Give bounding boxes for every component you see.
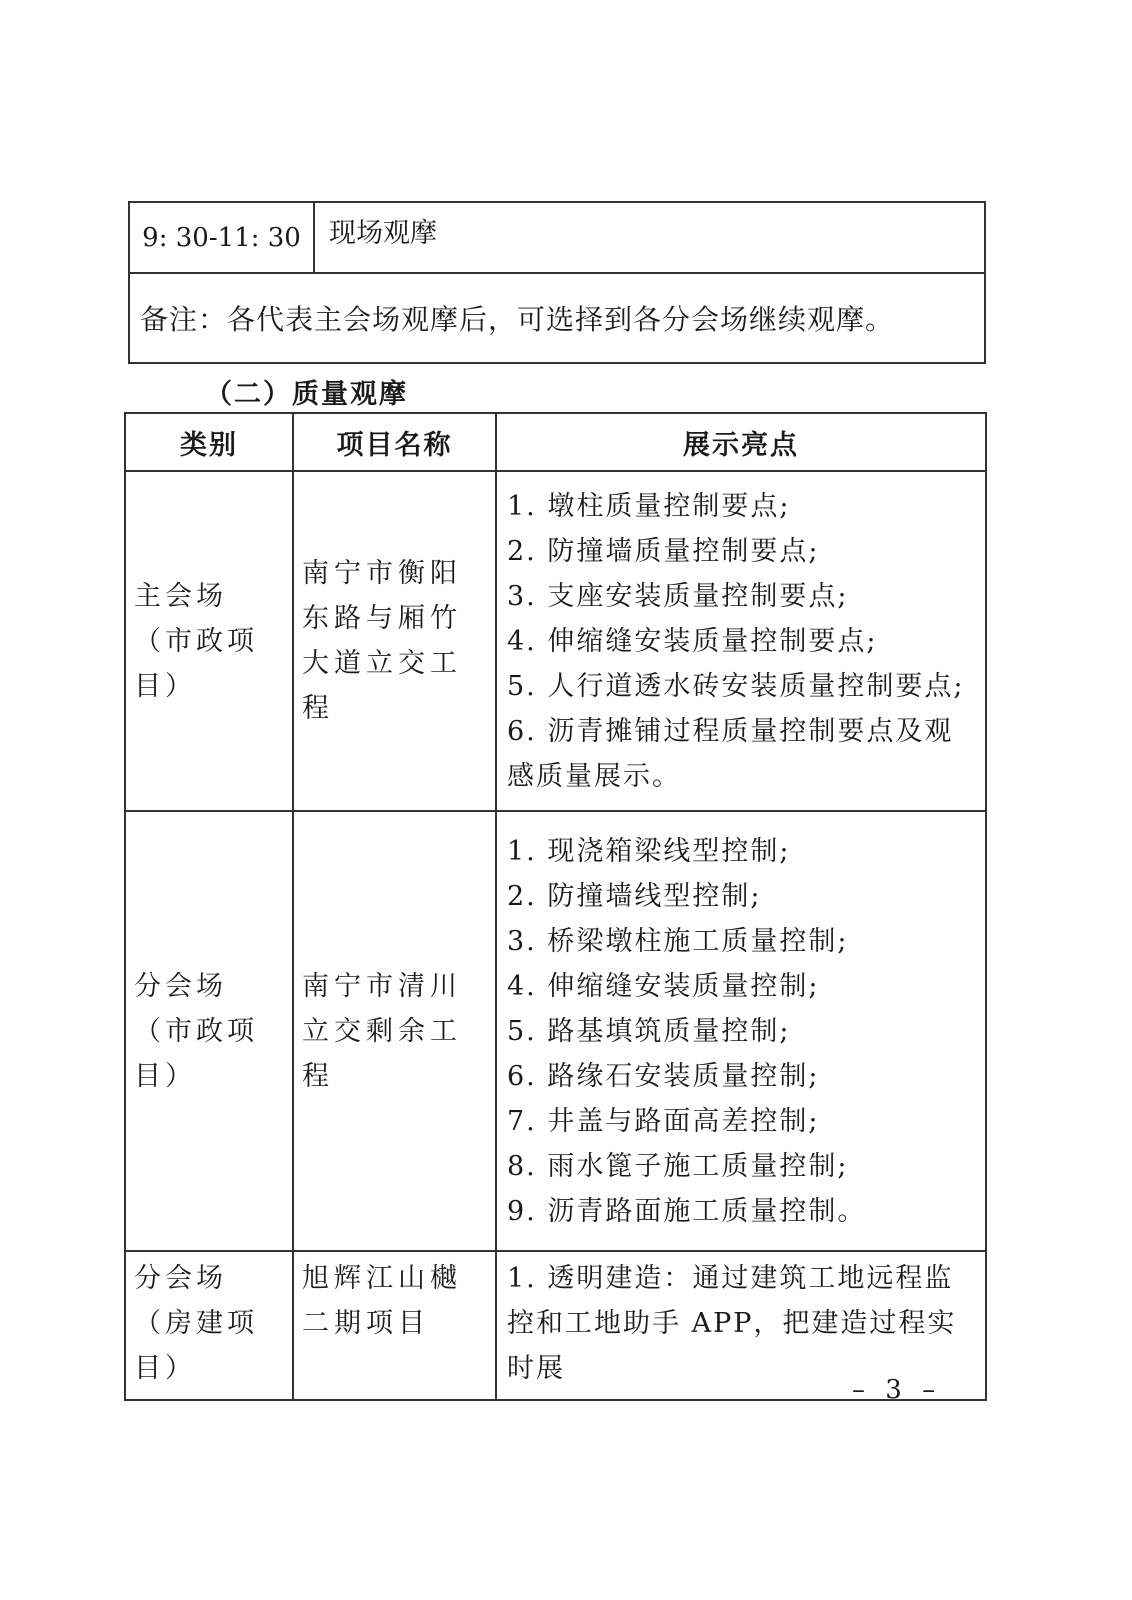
row-category: 主会场（市政项目） (125, 471, 293, 811)
highlight-item: 9. 沥青路面施工质量控制。 (507, 1195, 867, 1227)
schedule-note: 备注：各代表主会场观摩后，可选择到各分会场继续观摩。 (129, 273, 985, 363)
highlights-list (507, 1256, 977, 1391)
row-project: 旭辉江山樾二期项目 (293, 1251, 496, 1400)
page-number: – 3 – (852, 1375, 942, 1405)
highlight-item: 5. 路基填筑质量控制; (507, 1015, 791, 1047)
highlight-item: 1. 墩柱质量控制要点; (507, 490, 791, 522)
row-highlights (496, 471, 986, 811)
table-header-row (125, 413, 986, 471)
highlight-item: 2. 防撞墙质量控制要点; (507, 535, 820, 567)
schedule-activity: 现场观摩 (314, 202, 985, 273)
row-highlights (496, 811, 986, 1251)
highlight-item: 7. 井盖与路面高差控制; (507, 1105, 820, 1137)
table-row (125, 471, 986, 811)
table-row (125, 811, 986, 1251)
highlight-item: 4. 伸缩缝安装质量控制; (507, 970, 820, 1002)
row-category: 分会场（市政项目） (125, 811, 293, 1251)
row-project: 南宁市清川立交剩余工程 (293, 811, 496, 1251)
highlight-item: 6. 沥青摊铺过程质量控制要点及观感质量展示。 (507, 715, 954, 792)
highlights-list (507, 484, 977, 799)
highlight-item: 6. 路缘石安装质量控制; (507, 1060, 820, 1092)
row-category: 分会场（房建项目） (125, 1251, 293, 1400)
schedule-note-row (129, 273, 985, 363)
header-category: 类别 (125, 413, 293, 471)
quality-table (124, 412, 987, 1401)
schedule-time: 9: 30-11: 30 (129, 202, 314, 273)
highlight-item: 2. 防撞墙线型控制; (507, 880, 762, 912)
schedule-table (128, 201, 986, 364)
schedule-row (129, 202, 985, 273)
section-title: （二）质量观摩 (205, 379, 408, 410)
highlight-item: 1. 现浇箱梁线型控制; (507, 835, 791, 867)
highlight-item: 5. 人行道透水砖安装质量控制要点; (507, 670, 965, 702)
header-highlights: 展示亮点 (496, 413, 986, 471)
highlight-item: 3. 桥梁墩柱施工质量控制; (507, 925, 849, 957)
header-project: 项目名称 (293, 413, 496, 471)
highlight-item: 4. 伸缩缝安装质量控制要点; (507, 625, 878, 657)
highlight-item: 8. 雨水篦子施工质量控制; (507, 1150, 849, 1182)
highlight-item: 1. 透明建造：通过建筑工地远程监控和工地助手 APP，把建造过程实时展 (507, 1263, 957, 1384)
highlights-list (507, 829, 977, 1234)
row-project: 南宁市衡阳东路与厢竹大道立交工程 (293, 471, 496, 811)
highlight-item: 3. 支座安装质量控制要点; (507, 580, 849, 612)
